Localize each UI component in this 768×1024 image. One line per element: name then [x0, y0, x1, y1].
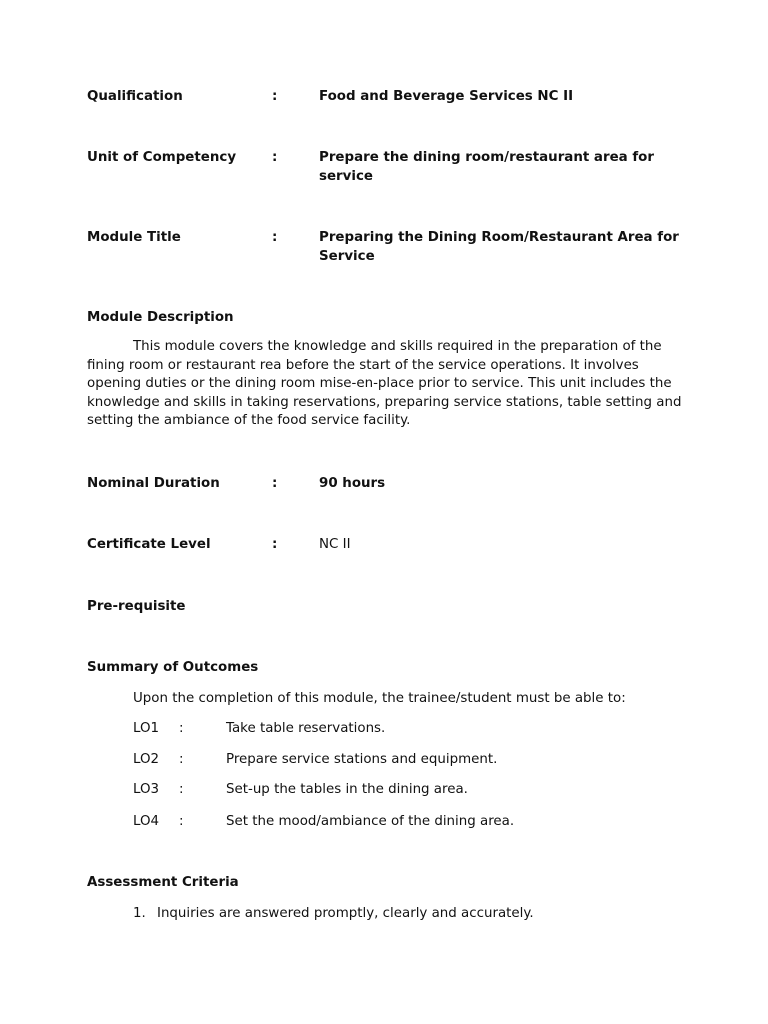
certificate-level-colon: : [272, 537, 278, 552]
learning-outcome-colon: : [179, 814, 184, 829]
qualification-colon: : [272, 89, 278, 104]
learning-outcome-text: Prepare service stations and equipment. [226, 752, 498, 767]
nominal-duration-colon: : [272, 476, 278, 491]
learning-outcome-code: LO1 [133, 721, 160, 736]
nominal-duration-label: Nominal Duration [87, 476, 220, 491]
assessment-criterion-number: 1. [133, 906, 146, 921]
assessment-criterion-text: Inquiries are answered promptly, clearly and accurately. [157, 906, 534, 921]
certificate-level-label: Certificate Level [87, 537, 211, 552]
module-title-label: Module Title [87, 230, 181, 245]
learning-outcome-text: Set the mood/ambiance of the dining area. [226, 814, 515, 829]
learning-outcome-code: LO3 [133, 782, 160, 797]
prerequisite-heading: Pre-requisite [87, 599, 186, 614]
module-description-body: This module covers the knowledge and skills required in the preparation of the fining room or restaurant rea before the start of the service operations. It involves opening duties or the dining room mise-en-place prior to service. This unit includes the knowledge and skills in taking reservations, preparing service stations, table setting and setting the ambiance of the food service facility. [87, 339, 682, 429]
assessment-criteria-heading: Assessment Criteria [87, 875, 239, 890]
learning-outcome-code: LO4 [133, 814, 160, 829]
learning-outcome-text: Take table reservations. [226, 721, 386, 736]
unit-of-competency-value-line1: Prepare the dining room/restaurant area for [319, 150, 654, 165]
unit-of-competency-colon: : [272, 150, 278, 165]
summary-of-outcomes-heading: Summary of Outcomes [87, 660, 259, 675]
module-description-heading: Module Description [87, 310, 234, 325]
learning-outcome-text: Set-up the tables in the dining area. [226, 782, 468, 797]
learning-outcome-colon: : [179, 782, 184, 797]
certificate-level-value: NC II [319, 537, 351, 552]
module-title-colon: : [272, 230, 278, 245]
learning-outcome-code: LO2 [133, 752, 160, 767]
module-title-value-line2: Service [319, 249, 375, 264]
qualification-value: Food and Beverage Services NC II [319, 89, 574, 104]
unit-of-competency-label: Unit of Competency [87, 150, 237, 165]
summary-of-outcomes-intro: Upon the completion of this module, the trainee/student must be able to: [133, 691, 626, 706]
module-title-value-line1: Preparing the Dining Room/Restaurant Area for [319, 230, 679, 245]
learning-outcome-colon: : [179, 752, 184, 767]
learning-outcome-colon: : [179, 721, 184, 736]
unit-of-competency-value-line2: service [319, 169, 373, 184]
nominal-duration-value: 90 hours [319, 476, 386, 491]
qualification-label: Qualification [87, 89, 183, 104]
